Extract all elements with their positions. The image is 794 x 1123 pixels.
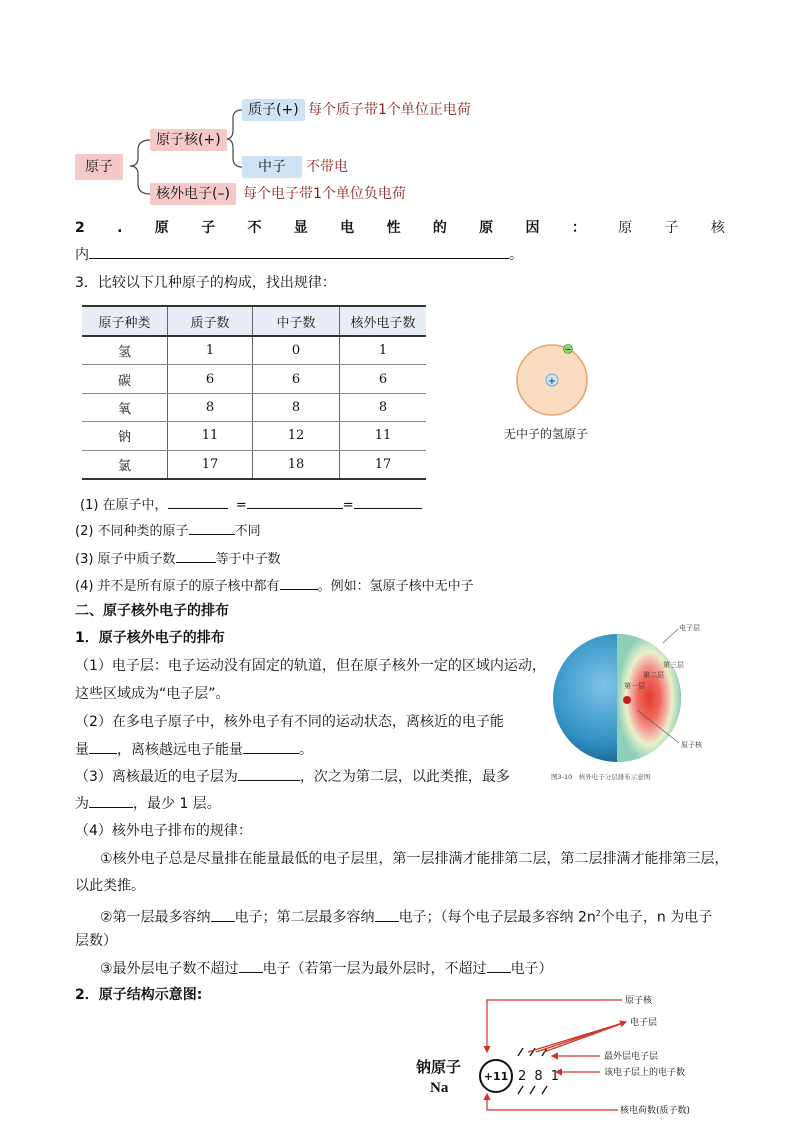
nuclear-charge: +11 [483,1070,509,1083]
table-cell: 17 [340,450,427,479]
answer-blank[interactable] [168,494,228,509]
rule-3-text: 电子） [510,961,553,977]
p1-line2: 这些区域成为“电子层”。 [75,686,230,702]
q2-char: 核 [710,220,725,236]
q3-item-text: 不同 [234,524,261,539]
table-cell: 6 [168,365,253,393]
atom-box: 原子 [75,154,123,180]
neutron-description: 不带电 [306,159,348,175]
table-row [82,422,426,450]
arrow-nuclear-charge [487,1094,618,1110]
rule-2-text: 个电子，n 为电子 [600,909,713,926]
q2-char: 原 [479,220,494,236]
label-first-layer: 第一层 [624,682,645,690]
electron-box: 核外电子(–) [150,183,236,205]
answer-blank[interactable] [238,766,300,781]
q2-char: 电 [340,220,355,236]
answer-blank[interactable] [89,793,133,808]
atom-name: 钠原子 [416,1059,462,1076]
table-row [82,365,426,393]
p2-line1: （2）在多电子原子中，核外电子有不同的运动状态，离核近的电子能 [75,714,504,730]
q3-item-text: 等于中子数 [215,552,281,567]
electron-description: 每个电子带1个单位负电荷 [243,186,406,202]
q2-char: 因 [525,220,540,236]
q2-char: 性 [386,220,401,236]
table-cell: 氢 [82,336,168,365]
table-cell: 8 [168,393,253,421]
label-nuclear-charge: 核电荷数(质子数) [620,1106,691,1116]
table-header: 质子数 [168,306,253,336]
table-cell: 8 [253,393,340,421]
table-header: 中子数 [253,306,340,336]
q2-char: 原 [618,220,633,236]
q3-item-text: = [235,498,247,513]
answer-blank[interactable] [243,739,299,754]
answer-blank[interactable] [375,907,399,922]
sphere-nucleus [623,696,631,704]
answer-blank[interactable] [487,958,511,973]
q3-item-text: (2) 不同种类的原子 [75,524,189,539]
neutron-box: 中子 [242,156,302,178]
sodium-atom-structure-diagram [400,990,730,1120]
table-cell: 12 [253,422,340,450]
table-header: 原子种类 [82,306,168,336]
answer-blank[interactable] [189,520,235,535]
question-3-title: 3．比较以下几种原子的构成，找出规律： [75,275,336,291]
q3-item-1 [80,494,422,516]
q2-char: ： [571,220,586,236]
rule-3 [100,958,553,979]
rule-3-text: 电子（若第一层为最外层时，不超过 [262,961,487,977]
q3-item-3 [75,548,281,570]
q2-char: 不 [247,220,262,236]
question-2-line1 [75,218,725,238]
table-cell: 17 [168,450,253,479]
proton-box: 质子(+) [242,99,305,121]
table-cell: 1 [168,336,253,365]
p2-line2 [75,739,313,760]
question-2-line2 [75,244,523,265]
p4: （4）核外电子排布的规律： [75,823,252,839]
table-cell: 碳 [82,365,168,393]
p3-line2 [75,793,221,814]
table-cell: 钠 [82,422,168,450]
table-cell: 18 [253,450,340,479]
p3-text: ，最少 1 层。 [133,796,221,812]
q2-char: 显 [293,220,308,236]
q3-item-4 [75,575,474,597]
answer-blank[interactable] [239,958,263,973]
element-symbol: Na [430,1080,449,1096]
q2-char: 原 [154,220,169,236]
rule-2-text: 电子；第二层最多容纳 [234,909,375,926]
q2-char: 子 [201,220,216,236]
proton-description: 每个质子带1个单位正电荷 [308,102,471,118]
table-cell: 11 [340,422,427,450]
subsection-1-heading: 1．原子核外电子的排布 [75,630,225,646]
nucleus-plus-sign: + [547,376,557,387]
p3-text: （3）离核最近的电子层为 [75,769,238,785]
table-row [82,450,426,479]
table-cell: 氯 [82,450,168,479]
sphere-caption: 图3-10 核外电子分层排布示意图 [551,773,651,781]
rule-3-text: ③最外层电子数不超过 [100,961,239,977]
section-2-heading: 二、原子核外电子的排布 [75,603,229,619]
rule-2-text: 电子；（每个电子层最多容纳 2n [398,909,596,926]
label-second-layer: 第二层 [643,671,664,679]
p2-text: 量 [75,742,89,758]
label-electron-count: 该电子层上的电子数 [604,1068,686,1078]
table-cell: 11 [168,422,253,450]
q3-item-text: = [342,498,354,513]
q3-item-text: 。例如：氢原子核中无中子 [317,579,474,594]
q2-char: 2 [75,220,85,236]
label-structure-layer: 电子层 [630,1018,658,1028]
p3-text: ，次之为第二层，以此类推，最多 [299,769,510,785]
p3-line1 [75,766,510,787]
electron-minus-sign: − [564,345,572,354]
p1-line1: （1）电子层：电子运动没有固定的轨道，但在原子核外一定的区域内运动， [75,658,546,674]
q2-line2-start: 内 [75,247,89,263]
answer-blank[interactable] [247,494,343,509]
q2-char: 的 [432,220,447,236]
superscript: 2 [595,909,601,918]
table-header-row [82,306,426,336]
table-cell: 0 [253,336,340,365]
rule-2-line1 [100,904,712,928]
label-electron-layer: 电子层 [679,624,700,632]
subsection-2-heading: 2．原子结构示意图: [75,987,203,1003]
hydrogen-atom-figure [510,340,600,420]
table-cell: 氧 [82,393,168,421]
answer-blank[interactable] [176,548,216,563]
q3-item-2 [75,520,261,542]
electron-shell-sphere-figure [545,615,770,790]
nucleus-box: 原子核(+) [150,129,227,151]
answer-blank[interactable] [354,494,422,509]
answer-blank[interactable] [89,739,117,754]
table-cell: 6 [253,365,340,393]
p2-text: ，离核越远电子能量 [117,742,243,758]
shell-electron-counts: 2 8 1 [518,1069,562,1084]
q3-item-text: (3) 原子中质子数 [75,552,176,567]
table-cell: 8 [340,393,427,421]
hydrogen-caption: 无中子的氢原子 [504,427,589,441]
table-header: 核外电子数 [340,306,427,336]
answer-blank[interactable] [211,907,235,922]
rule-1-line2: 以此类推。 [75,878,145,894]
rule-2-line2: 层数） [75,933,117,949]
table-cell: 1 [340,336,427,365]
q2-char: . [117,220,123,236]
rule-1-line1: ①核外电子总是尽量排在能量最低的电子层里，第一层排满才能排第二层，第二层排满才能排第三层， [100,851,729,867]
label-structure-nucleus: 原子核 [625,996,653,1006]
answer-blank[interactable] [280,575,318,590]
p2-text: 。 [299,742,313,758]
q2-line2-end: 。 [509,247,523,263]
atom-composition-table [82,305,426,480]
answer-blank[interactable] [89,244,509,259]
q3-item-text: (1) 在原子中， [80,498,168,513]
q2-char: 子 [664,220,679,236]
q3-item-text: (4) 并不是所有原子的原子核中都有 [75,579,280,594]
table-row [82,336,426,365]
table-row [82,393,426,421]
label-third-layer: 第三层 [663,661,684,669]
p3-text: 为 [75,796,89,812]
label-nucleus: 原子核 [681,741,702,749]
rule-2-text: ②第一层最多容纳 [100,909,211,926]
table-cell: 6 [340,365,427,393]
label-outermost-layer: 最外层电子层 [604,1052,659,1062]
